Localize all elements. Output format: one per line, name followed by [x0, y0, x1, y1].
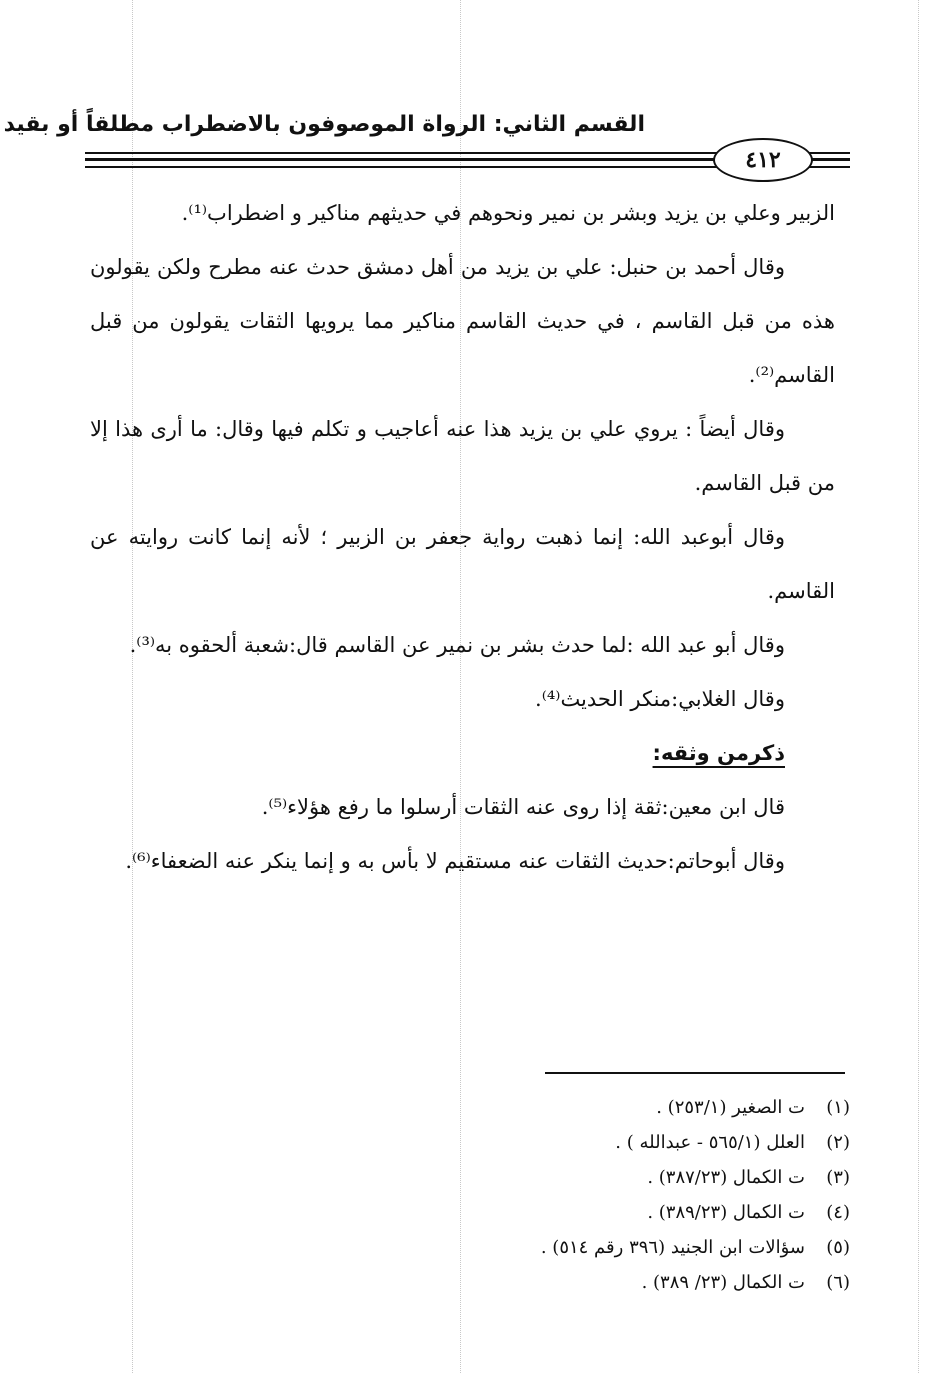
paragraph: قال ابن معين:ثقة إذا روى عنه الثقات أرسلوا ما رفع هؤلاء⁽⁵⁾.	[261, 795, 785, 819]
paragraph: وقال أبوعبد الله: إنما ذهبت رواية جعفر بن الزبير ؛ لأنه إنما كانت روايته عن القاسم.	[90, 525, 835, 603]
paragraph: وقال الغلابي:منكر الحديث⁽⁴⁾.	[535, 687, 785, 711]
footnote-number: (٦)	[826, 1272, 850, 1293]
footnote-item	[300, 1160, 850, 1195]
page-header	[3, 108, 850, 188]
paragraph: وقال أبوحاتم:حديث الثقات عنه مستقيم لا بأس به و إنما ينكر عنه الضعفاء⁽⁶⁾.	[125, 849, 785, 873]
footnotes	[300, 1090, 850, 1300]
footnote-item	[300, 1265, 850, 1300]
footnote-text: ت الكمال (٣٨٧/٢٣) .	[647, 1167, 805, 1188]
header-rule	[85, 152, 725, 154]
header-rule	[805, 152, 850, 154]
footnote-number: (١)	[826, 1097, 850, 1118]
section-heading-paragraph	[90, 726, 835, 780]
header-rule	[85, 158, 725, 161]
footnote-separator	[545, 1072, 845, 1074]
paragraph: وقال أحمد بن حنبل: علي بن يزيد من أهل دمشق حدث عنه مطرح ولكن يقولون هذه من قبل القاسم ، في حديث القاسم مناكير مما يرويها الثقات يقولون من قبل القاسم⁽²⁾.	[90, 255, 835, 387]
footnote-number: (٣)	[826, 1167, 850, 1188]
section-heading: ذكرمن وثقه:	[652, 741, 785, 765]
footnote-text: سؤالات ابن الجنيد (٣٩٦ رقم ٥١٤) .	[540, 1237, 805, 1258]
scan-artifact-line	[918, 0, 919, 1373]
header-rule	[805, 166, 850, 168]
page-number: ٤١٢	[713, 138, 813, 182]
footnote-text: العلل (٥٦٥/١ - عبدالله ) .	[615, 1132, 805, 1153]
footnote-number: (٢)	[826, 1132, 850, 1153]
footnote-item	[300, 1125, 850, 1160]
paragraph: الزبير وعلي بن يزيد وبشر بن نمير ونحوهم في حديثهم مناكير و اضطراب⁽¹⁾.	[181, 201, 835, 225]
footnote-item	[300, 1195, 850, 1230]
paragraph: وقال أيضاً : يروي علي بن يزيد هذا عنه أعاجيب و تكلم فيها وقال: ما أرى هذا إلا من قبل القاسم.	[90, 417, 835, 495]
header-title: القسم الثاني: الرواة الموصوفون بالاضطراب مطلقاً أو بقيد	[3, 112, 645, 137]
paragraph: وقال أبو عبد الله :لما حدث بشر بن نمير عن القاسم قال:شعبة ألحقوه به⁽³⁾.	[129, 633, 785, 657]
body-text	[90, 186, 835, 888]
footnote-item	[300, 1090, 850, 1125]
header-rule	[85, 166, 725, 168]
footnote-text: ت الصغير (٢٥٣/١) .	[656, 1097, 805, 1118]
footnote-text: ت الكمال (٣٨٩/٢٣) .	[647, 1202, 805, 1223]
footnote-number: (٥)	[826, 1237, 850, 1258]
footnote-text: ت الكمال (٢٣/ ٣٨٩) .	[641, 1272, 805, 1293]
footnote-number: (٤)	[826, 1202, 850, 1223]
footnote-item	[300, 1230, 850, 1265]
